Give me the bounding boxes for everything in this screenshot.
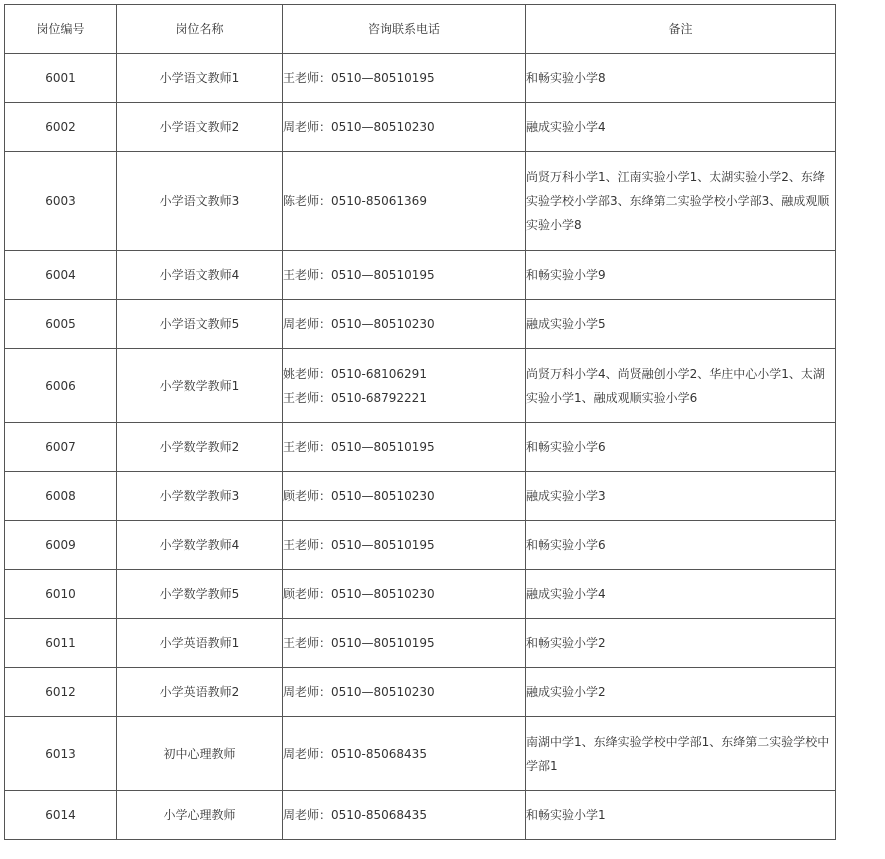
remarks: 和畅实验小学2 [526,619,836,668]
contact-phone [283,54,526,103]
contact-phone [283,717,526,791]
contact-phone-line: 王老师：0510—80510195 [283,440,435,454]
header-contact-phone: 咨询联系电话 [283,5,526,54]
table-row [5,472,836,521]
position-name: 小学语文教师3 [117,152,283,251]
table-row [5,570,836,619]
recruitment-table [4,4,836,840]
contact-phone-line: 顾老师：0510—80510230 [283,587,435,601]
position-name: 小学数学教师4 [117,521,283,570]
contact-phone-line: 王老师：0510—80510195 [283,268,435,282]
position-name: 初中心理教师 [117,717,283,791]
contact-phone-line: 王老师：0510—80510195 [283,636,435,650]
table-row [5,717,836,791]
position-code: 6004 [5,251,117,300]
contact-phone-line: 周老师：0510-85068435 [283,808,427,822]
contact-phone-line: 顾老师：0510—80510230 [283,489,435,503]
position-name: 小学语文教师5 [117,300,283,349]
position-code: 6005 [5,300,117,349]
remarks: 融成实验小学2 [526,668,836,717]
contact-phone [283,103,526,152]
position-name: 小学数学教师3 [117,472,283,521]
position-code: 6014 [5,791,117,840]
position-name: 小学数学教师5 [117,570,283,619]
contact-phone-line: 王老师：0510—80510195 [283,71,435,85]
contact-phone-line: 王老师：0510—80510195 [283,538,435,552]
remarks: 尚贤万科小学1、江南实验小学1、太湖实验小学2、东绛实验学校小学部3、东绛第二实验学校小学部3、融成观顺实验小学8 [526,152,836,251]
contact-phone [283,791,526,840]
position-code: 6011 [5,619,117,668]
remarks: 和畅实验小学8 [526,54,836,103]
remarks: 融成实验小学4 [526,570,836,619]
position-name: 小学英语教师2 [117,668,283,717]
table-row [5,152,836,251]
remarks: 和畅实验小学6 [526,423,836,472]
position-name: 小学数学教师1 [117,349,283,423]
table-header-row [5,5,836,54]
remarks: 和畅实验小学1 [526,791,836,840]
position-name: 小学英语教师1 [117,619,283,668]
position-name: 小学心理教师 [117,791,283,840]
contact-phone-line: 周老师：0510—80510230 [283,685,435,699]
table-row [5,349,836,423]
header-position-code: 岗位编号 [5,5,117,54]
contact-phone [283,423,526,472]
position-code: 6007 [5,423,117,472]
remarks: 和畅实验小学9 [526,251,836,300]
table-row [5,668,836,717]
table-row [5,251,836,300]
contact-phone-line: 陈老师：0510-85061369 [283,194,427,208]
position-code: 6013 [5,717,117,791]
remarks: 融成实验小学4 [526,103,836,152]
position-code: 6008 [5,472,117,521]
position-code: 6006 [5,349,117,423]
contact-phone-line: 周老师：0510—80510230 [283,317,435,331]
position-name: 小学数学教师2 [117,423,283,472]
position-code: 6009 [5,521,117,570]
contact-phone [283,521,526,570]
position-code: 6010 [5,570,117,619]
contact-phone [283,300,526,349]
contact-phone [283,251,526,300]
position-code: 6003 [5,152,117,251]
remarks: 融成实验小学5 [526,300,836,349]
contact-phone [283,619,526,668]
contact-phone [283,668,526,717]
table-row [5,423,836,472]
remarks: 尚贤万科小学4、尚贤融创小学2、华庄中心小学1、太湖实验小学1、融成观顺实验小学6 [526,349,836,423]
remarks: 融成实验小学3 [526,472,836,521]
table-row [5,300,836,349]
position-code: 6012 [5,668,117,717]
table-row [5,103,836,152]
table-row [5,619,836,668]
remarks: 和畅实验小学6 [526,521,836,570]
contact-phone-line: 王老师：0510-68792221 [283,390,427,405]
position-name: 小学语文教师1 [117,54,283,103]
position-name: 小学语文教师4 [117,251,283,300]
table-row [5,791,836,840]
header-remarks: 备注 [526,5,836,54]
contact-phone [283,472,526,521]
header-position-name: 岗位名称 [117,5,283,54]
remarks: 南湖中学1、东绛实验学校中学部1、东绛第二实验学校中学部1 [526,717,836,791]
contact-phone [283,152,526,251]
contact-phone-line: 周老师：0510-85068435 [283,746,427,761]
contact-phone-line: 姚老师：0510-68106291 [283,366,427,381]
position-code: 6001 [5,54,117,103]
table-row [5,521,836,570]
position-name: 小学语文教师2 [117,103,283,152]
contact-phone-line: 周老师：0510—80510230 [283,120,435,134]
contact-phone [283,349,526,423]
contact-phone [283,570,526,619]
position-code: 6002 [5,103,117,152]
table-row [5,54,836,103]
